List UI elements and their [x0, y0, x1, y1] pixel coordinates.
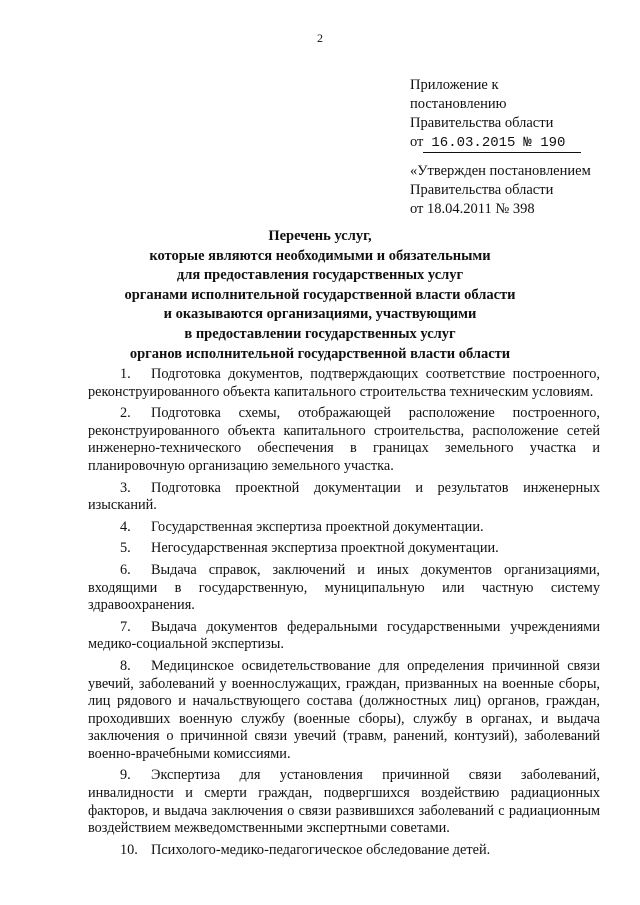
order-date: 16.03.2015	[423, 135, 519, 153]
item-text: Государственная экспертиза проектной документации.	[151, 518, 484, 535]
title-line: для предоставления государственных услуг	[176, 267, 464, 284]
item-number: 3.	[120, 479, 131, 496]
approval-line-2: Правительства области	[410, 182, 554, 198]
appendix-line-1: Приложение к	[410, 77, 499, 93]
list-item	[88, 842, 600, 860]
item-text: Экспертиза для установления причинной связи заболеваний, инвалидности и смерти граждан, подвергшихся воздействию радиационных факторов, и выдача заключения о связи развившихся заболеваний с радиационным воздействием межведомственными экспертными советами.	[88, 767, 600, 837]
item-text: Выдача справок, заключений и иных документов организациями, входящими в государственную, муниципальную или частную систему здравоохранения.	[88, 561, 600, 614]
item-number: 9.	[120, 767, 131, 784]
title-line: органами исполнительной государственной власти области	[124, 286, 516, 303]
title-line: и оказываются организациями, участвующими	[163, 306, 477, 323]
item-text: Психолого-медико-педагогическое обследование детей.	[151, 841, 491, 858]
item-text: Медицинское освидетельствование для определения причинной связи увечий, заболеваний у военнослужащих, граждан, призванных на военные сборы, лиц рядового и начальствующего состава (должностных лиц) органов, граждан, проходивших военную службу (военные сборы), службу в органах, и выдача заключения о причинной связи увечий (травм, ранений, контузий), заболеваний военно-врачебными комиссиями.	[88, 657, 600, 762]
title-line: в предоставлении государственных услуг	[184, 325, 456, 342]
item-number: 5.	[120, 540, 131, 557]
item-number: 2.	[120, 405, 131, 422]
page-number: 2	[317, 31, 323, 45]
order-prefix: от	[410, 134, 424, 150]
services-list	[88, 366, 600, 863]
list-item	[88, 562, 600, 615]
appendix-line-2: постановлению	[410, 96, 507, 112]
title-line: Перечень услуг,	[268, 228, 372, 244]
order-number: 190	[540, 135, 566, 151]
item-number: 6.	[120, 561, 131, 578]
document-title	[0, 227, 640, 364]
item-number: 10.	[120, 841, 138, 858]
item-number: 8.	[120, 657, 131, 674]
approval-line-3: от 18.04.2011 № 398	[410, 201, 535, 217]
list-item	[88, 658, 600, 764]
order-line	[410, 133, 581, 153]
order-number-field	[519, 135, 581, 153]
approval-line-1: «Утвержден постановлением	[410, 163, 591, 179]
list-item	[88, 619, 600, 654]
list-item	[88, 480, 600, 515]
appendix-block	[410, 76, 581, 153]
order-number-label: №	[523, 135, 532, 151]
item-text: Подготовка документов, подтверждающих соответствие построенного, реконструированного объекта капитального строительства техническим условиям.	[88, 366, 600, 400]
item-text: Подготовка проектной документации и результатов инженерных изысканий.	[88, 479, 600, 514]
list-item	[88, 519, 600, 537]
item-text: Негосударственная экспертиза проектной документации.	[151, 540, 499, 557]
approval-block	[410, 162, 591, 219]
item-text: Выдача документов федеральными государственными учреждениями медико-социальной экспертизы.	[88, 618, 600, 653]
item-text: Подготовка схемы, отображающей расположение построенного, реконструированного объекта капитального строительства, расположение сетей инженерно-технического обеспечения в границах земельного участка и планировочную организацию земельного участка.	[88, 405, 600, 474]
item-number: 4.	[120, 518, 131, 535]
list-item	[88, 540, 600, 558]
list-item	[88, 405, 600, 475]
list-item	[88, 366, 600, 401]
title-line: органов исполнительной государственной власти области	[129, 345, 511, 362]
item-number: 7.	[120, 618, 131, 635]
item-number: 1.	[120, 366, 131, 382]
list-item	[88, 767, 600, 837]
title-line: которые являются необходимыми и обязательными	[149, 247, 491, 264]
appendix-line-3: Правительства области	[410, 115, 554, 131]
